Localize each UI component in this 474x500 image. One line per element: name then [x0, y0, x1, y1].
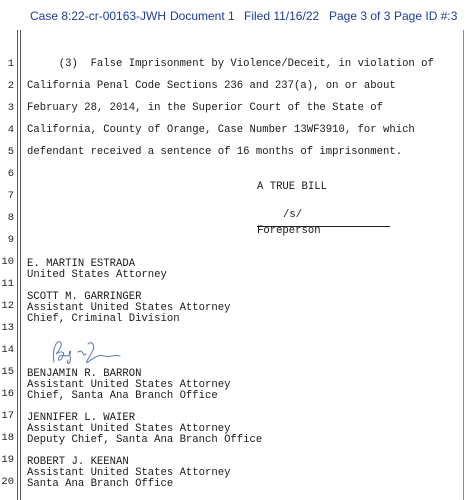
- signatory-title: United States Attorney: [27, 269, 167, 281]
- margin-rule-left: [17, 30, 18, 500]
- line-number: 16: [1, 388, 14, 400]
- line-number: 8: [7, 212, 14, 224]
- line-number: 1: [7, 58, 14, 70]
- true-bill-label: A TRUE BILL: [257, 181, 327, 193]
- line-number: 17: [1, 410, 14, 422]
- line-number: 5: [7, 146, 14, 158]
- handwritten-signature: [48, 336, 128, 368]
- document-number: Document 1: [170, 9, 235, 23]
- signatory-name: ROBERT J. KEENAN: [27, 456, 129, 468]
- paragraph-line: California, County of Orange, Case Number 13WF3910, for which: [27, 124, 415, 136]
- line-number: 9: [7, 234, 14, 246]
- signatory-title: Assistant United States Attorney: [27, 379, 231, 391]
- line-number: 15: [1, 366, 14, 378]
- line-number: 10: [1, 256, 14, 268]
- case-number: Case 8:22-cr-00163-JWH: [30, 9, 167, 23]
- paragraph-line: defendant received a sentence of 16 months of imprisonment.: [27, 146, 403, 158]
- line-number: 18: [1, 432, 14, 444]
- paragraph-line: February 28, 2014, in the Superior Court of the State of: [27, 102, 384, 114]
- foreperson-signature-mark: /s/: [283, 209, 303, 221]
- signatory-name: E. MARTIN ESTRADA: [27, 258, 136, 270]
- signatory-name: BENJAMIN R. BARRON: [27, 368, 142, 380]
- signatory-title: Chief, Criminal Division: [27, 313, 180, 325]
- signatory-name: SCOTT M. GARRINGER: [27, 291, 142, 303]
- line-number: 20: [1, 476, 14, 488]
- page-count: Page 3 of 3: [329, 9, 391, 23]
- signatory-name: JENNIFER L. WAIER: [27, 412, 136, 424]
- paragraph-line: California Penal Code Sections 236 and 237(a), on or about: [27, 80, 396, 92]
- signatory-title: Assistant United States Attorney: [27, 302, 231, 314]
- line-number: 19: [1, 454, 14, 466]
- line-number: 4: [7, 124, 14, 136]
- signatory-title: Assistant United States Attorney: [27, 467, 231, 479]
- court-header: [0, 0, 474, 30]
- line-number: 14: [1, 344, 14, 356]
- margin-rule-left-inner: [20, 30, 21, 500]
- signatory-title: Deputy Chief, Santa Ana Branch Office: [27, 434, 263, 446]
- foreperson-label: Foreperson: [257, 225, 321, 237]
- filed-date: Filed 11/16/22: [244, 9, 320, 23]
- line-number: 11: [1, 278, 14, 290]
- line-number: 6: [7, 168, 14, 180]
- line-number: 3: [7, 102, 14, 114]
- line-number: 12: [1, 300, 14, 312]
- line-number: 7: [7, 190, 14, 202]
- margin-rule-right: [463, 30, 464, 500]
- signatory-title: Chief, Santa Ana Branch Office: [27, 390, 218, 402]
- page-id: Page ID #:3: [394, 9, 458, 23]
- signatory-title: Assistant United States Attorney: [27, 423, 231, 435]
- line-number: 13: [1, 322, 14, 334]
- paragraph-line: (3) False Imprisonment by Violence/Deceit, in violation of: [27, 58, 434, 70]
- signatory-title: Santa Ana Branch Office: [27, 478, 174, 490]
- line-number: 2: [7, 80, 14, 92]
